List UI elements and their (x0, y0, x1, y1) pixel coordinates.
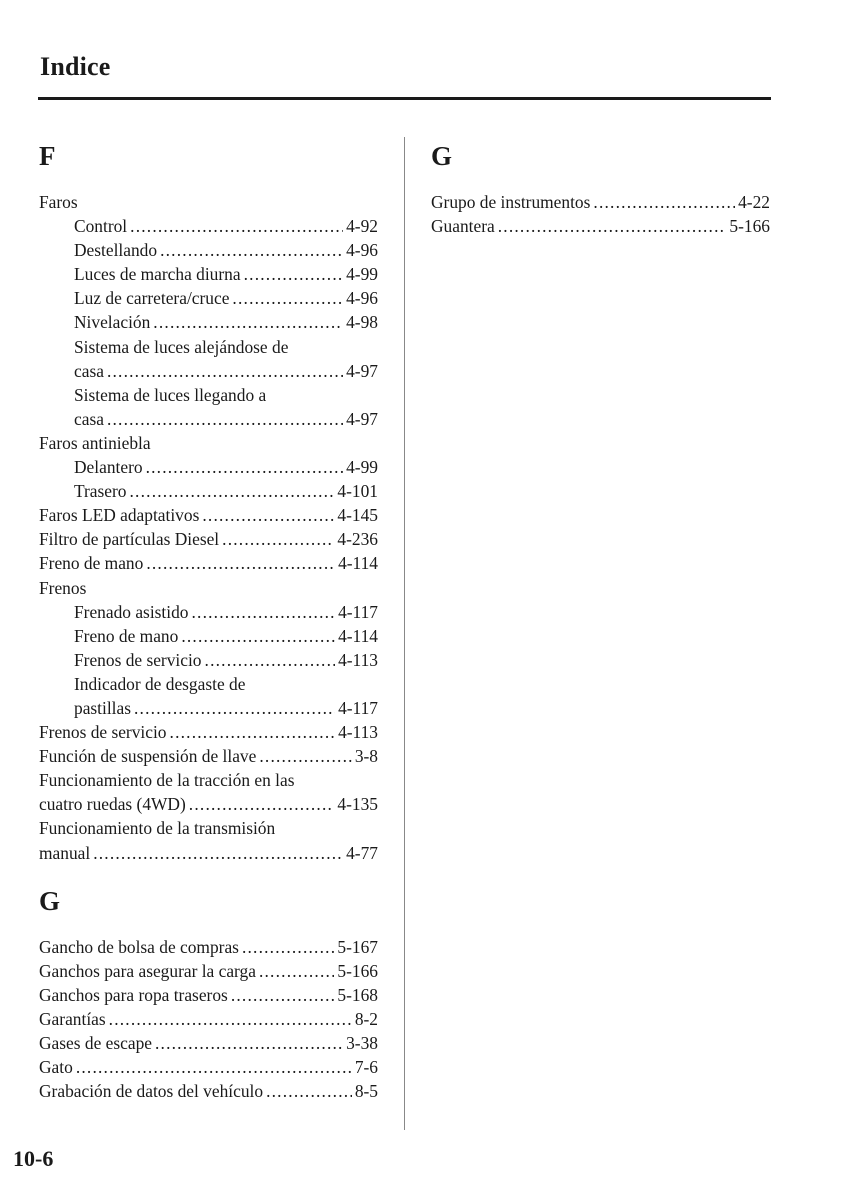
index-entry-page: 4-97 (346, 360, 378, 381)
section-letter: G (431, 141, 453, 171)
index-entry-page: 4-236 (337, 529, 378, 550)
dot-leader (146, 551, 335, 575)
index-entry-page: 5-166 (729, 216, 770, 237)
index-entry-text: Freno de mano (39, 553, 144, 574)
index-entry (39, 479, 378, 503)
dot-leader (160, 238, 343, 262)
index-entry-page: 4-96 (346, 288, 378, 309)
dot-leader (222, 527, 334, 551)
index-entry-page: 4-113 (338, 722, 378, 743)
index-entry (39, 551, 378, 575)
index-entry-text: Faros LED adaptativos (39, 505, 200, 526)
index-entry (39, 744, 378, 768)
index-entry (39, 983, 378, 1007)
index-entry-text: Nivelación (74, 312, 151, 333)
index-entry-text: Gato (39, 1057, 73, 1078)
index-entry (39, 214, 378, 238)
index-entry (39, 407, 378, 431)
index-entry-page: 3-8 (354, 746, 378, 767)
index-entry-text: Sistema de luces alejándose de (74, 336, 289, 357)
index-entry-page: 4-114 (338, 553, 378, 574)
dot-leader (232, 286, 343, 310)
title-rule (38, 97, 771, 100)
dot-leader (259, 744, 351, 768)
index-entry-text: Frenado asistido (74, 601, 189, 622)
index-entry (39, 1055, 378, 1079)
index-entry-page: 4-99 (346, 264, 378, 285)
index-entry-text: Destellando (74, 240, 158, 261)
index-entry-text: Frenos de servicio (74, 649, 202, 670)
index-entry-text: Grupo de instrumentos (431, 192, 591, 212)
index-entry-page: 4-77 (346, 842, 378, 863)
index-entry (39, 262, 378, 286)
index-entry (39, 335, 378, 359)
index-entry-text: Trasero (74, 481, 127, 502)
index-entry (39, 359, 378, 383)
index-entry (39, 527, 378, 551)
index-entry (39, 1079, 378, 1103)
index-entry-text: casa (74, 408, 104, 429)
index-entry-page: 4-117 (338, 601, 378, 622)
index-entry-page: 4-145 (337, 505, 378, 526)
index-entry (39, 768, 378, 792)
dot-leader (181, 624, 335, 648)
index-entry-text: Gancho de bolsa de compras (39, 936, 239, 957)
index-entry-text: Garantías (39, 1008, 106, 1029)
index-entry-text: Filtro de partículas Diesel (39, 529, 220, 550)
dot-leader (155, 1031, 343, 1055)
index-entry-page: 4-135 (337, 794, 378, 815)
column-divider (404, 137, 405, 1130)
index-entry (39, 935, 378, 959)
right-column (431, 140, 770, 238)
index-entry-text: Sistema de luces llegando a (74, 384, 267, 405)
index-entry (39, 190, 378, 214)
index-entry-text: Guantera (431, 216, 495, 237)
index-entry-text: Funcionamiento de la tracción en las (39, 770, 295, 791)
index-entry-text: Frenos de servicio (39, 722, 167, 743)
index-entry-text: Faros (39, 192, 78, 212)
index-entry (39, 576, 378, 600)
index-entry (39, 238, 378, 262)
index-entry-text: Indicador de desgaste de (74, 673, 246, 694)
index-entry (431, 190, 770, 214)
dot-leader (498, 214, 727, 238)
left-column (39, 140, 378, 1103)
index-entry-text: Funcionamiento de la transmisión (39, 818, 276, 839)
index-entry-page: 4-96 (346, 240, 378, 261)
index-entry (39, 1007, 378, 1031)
index-entry (39, 841, 378, 865)
index-entry-page: 7-6 (354, 1057, 378, 1078)
section-letter: F (39, 141, 56, 171)
index-entry (39, 624, 378, 648)
index-entry-page: 5-168 (337, 984, 378, 1005)
index-entry-text: Delantero (74, 457, 143, 478)
index-entry-page: 4-117 (338, 697, 378, 718)
index-entry-text: manual (39, 842, 91, 863)
section-letter: G (39, 885, 61, 916)
dot-leader (205, 648, 336, 672)
index-entry (39, 720, 378, 744)
index-entry (39, 959, 378, 983)
index-entry (39, 1031, 378, 1055)
dot-leader (231, 983, 335, 1007)
index-entry-text: Luz de carretera/cruce (74, 288, 230, 309)
dot-leader (170, 720, 336, 744)
index-entry-page: 4-101 (337, 481, 378, 502)
index-entry-text: Ganchos para asegurar la carga (39, 960, 256, 981)
dot-leader (93, 841, 343, 865)
index-entry (39, 286, 378, 310)
dot-leader (107, 359, 343, 383)
dot-leader (191, 600, 335, 624)
index-entry (39, 792, 378, 816)
index-entry-page: 4-114 (338, 625, 378, 646)
index-entry (39, 696, 378, 720)
index-entry-text: Gases de escape (39, 1033, 152, 1053)
dot-leader (202, 503, 334, 527)
dot-leader (266, 1079, 352, 1103)
index-entry-text: Grabación de datos del vehículo (39, 1081, 264, 1102)
index-entry (39, 455, 378, 479)
dot-leader (134, 696, 335, 720)
index-entry-page: 3-38 (346, 1033, 378, 1053)
dot-leader (130, 214, 343, 238)
dot-leader (76, 1055, 352, 1079)
index-entry-text: Ganchos para ropa traseros (39, 984, 228, 1005)
index-entry-text: casa (74, 360, 104, 381)
index-entry-page: 4-99 (346, 457, 378, 478)
index-entry-text: Luces de marcha diurna (74, 264, 241, 285)
index-entry-page: 4-22 (738, 192, 770, 212)
dot-leader (146, 455, 344, 479)
dot-leader (153, 310, 343, 334)
dot-leader (130, 479, 335, 503)
index-entry-page: 8-5 (354, 1081, 378, 1102)
index-entry (39, 672, 378, 696)
page-title: Indice (40, 52, 111, 81)
index-entry-text: Freno de mano (74, 625, 179, 646)
index-entry-text: Faros antiniebla (39, 432, 151, 453)
index-entry (39, 310, 378, 334)
page-number: 10-6 (13, 1146, 54, 1171)
index-entry (39, 383, 378, 407)
index-entry-page: 8-2 (354, 1008, 378, 1029)
index-entry (431, 214, 770, 238)
dot-leader (242, 935, 334, 959)
index-entry-page: 5-166 (337, 960, 378, 981)
index-entry (39, 648, 378, 672)
index-entry-page: 4-98 (346, 312, 378, 333)
index-entry-page: 4-92 (346, 216, 378, 237)
dot-leader (109, 1007, 352, 1031)
index-entry-text: Control (74, 216, 128, 237)
index-entry-page: 5-167 (337, 936, 378, 957)
dot-leader (593, 190, 735, 214)
index-entry-text: cuatro ruedas (4WD) (39, 794, 186, 815)
dot-leader (259, 959, 334, 983)
index-entry (39, 816, 378, 840)
index-entry-page: 4-113 (338, 649, 378, 670)
dot-leader (244, 262, 344, 286)
index-entry (39, 503, 378, 527)
index-entry-text: Frenos (39, 577, 87, 598)
dot-leader (189, 792, 335, 816)
index-entry-text: pastillas (74, 697, 131, 718)
index-entry (39, 431, 378, 455)
dot-leader (107, 407, 343, 431)
index-entry-text: Función de suspensión de llave (39, 746, 257, 767)
index-entry-page: 4-97 (346, 408, 378, 429)
index-entry (39, 600, 378, 624)
